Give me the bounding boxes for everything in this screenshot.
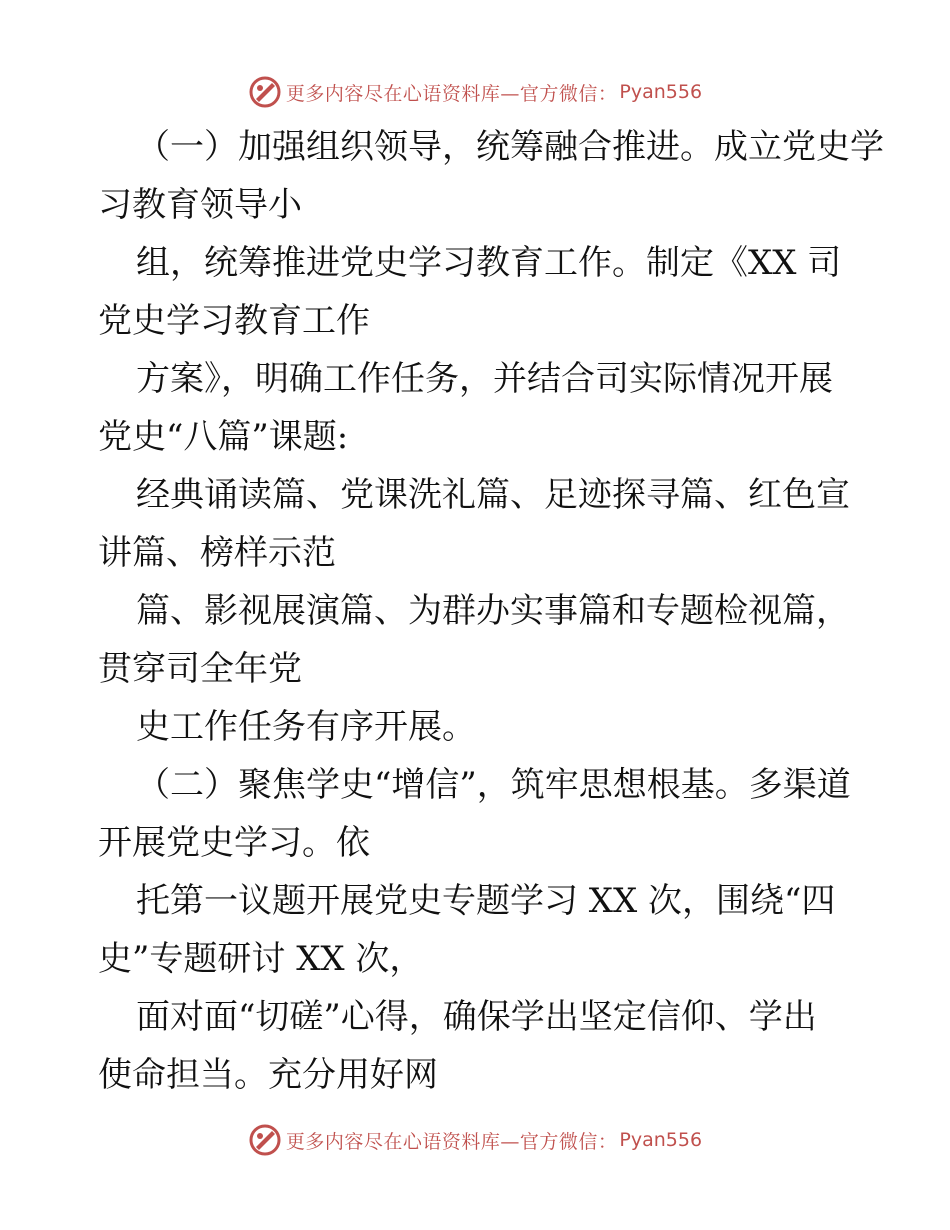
text-line: （二）聚焦学史“增信”，筑牢思想根基。多渠道 (136, 765, 851, 805)
text-line: 使命担当。充分用好网 (98, 1055, 438, 1095)
text-line: 党史“八篇”课题: (98, 417, 349, 457)
text-line: 面对面“切磋”心得，确保学出坚定信仰、学出 (136, 997, 817, 1037)
header-watermark (0, 72, 950, 112)
text-line: 党史学习教育工作 (98, 301, 370, 341)
watermark-text: 更多内容尽在心语资料库—官方微信： (285, 82, 618, 105)
text-line: 贯穿司全年党 (98, 649, 302, 689)
logo-icon (248, 75, 282, 109)
body-text (98, 118, 884, 1104)
text-line: 方案》，明确工作任务，并结合司实际情况开展 (136, 359, 833, 399)
text-line: 组，统筹推进党史学习教育工作。制定《XX 司 (136, 243, 842, 283)
text-line: （一）加强组织领导，统筹融合推进。成立党史学 (136, 127, 884, 167)
watermark-id: Pyan556 (619, 81, 703, 103)
logo-icon (248, 1123, 282, 1157)
text-line: 托第一议题开展党史专题学习 XX 次，围绕“四 (136, 881, 836, 921)
text-line: 开展党史学习。依 (98, 823, 370, 863)
watermark-id: Pyan556 (619, 1129, 703, 1151)
footer-watermark (0, 1120, 950, 1160)
text-line: 史”专题研讨 XX 次， (98, 939, 424, 979)
watermark-text: 更多内容尽在心语资料库—官方微信： (285, 1130, 618, 1153)
text-line: 习教育领导小 (98, 185, 302, 225)
text-line: 篇、影视展演篇、为群办实事篇和专题检视篇， (136, 591, 850, 631)
text-line: 讲篇、榜样示范 (98, 533, 336, 573)
text-line: 经典诵读篇、党课洗礼篇、足迹探寻篇、红色宣 (136, 475, 850, 515)
text-line: 史工作任务有序开展。 (136, 707, 476, 747)
